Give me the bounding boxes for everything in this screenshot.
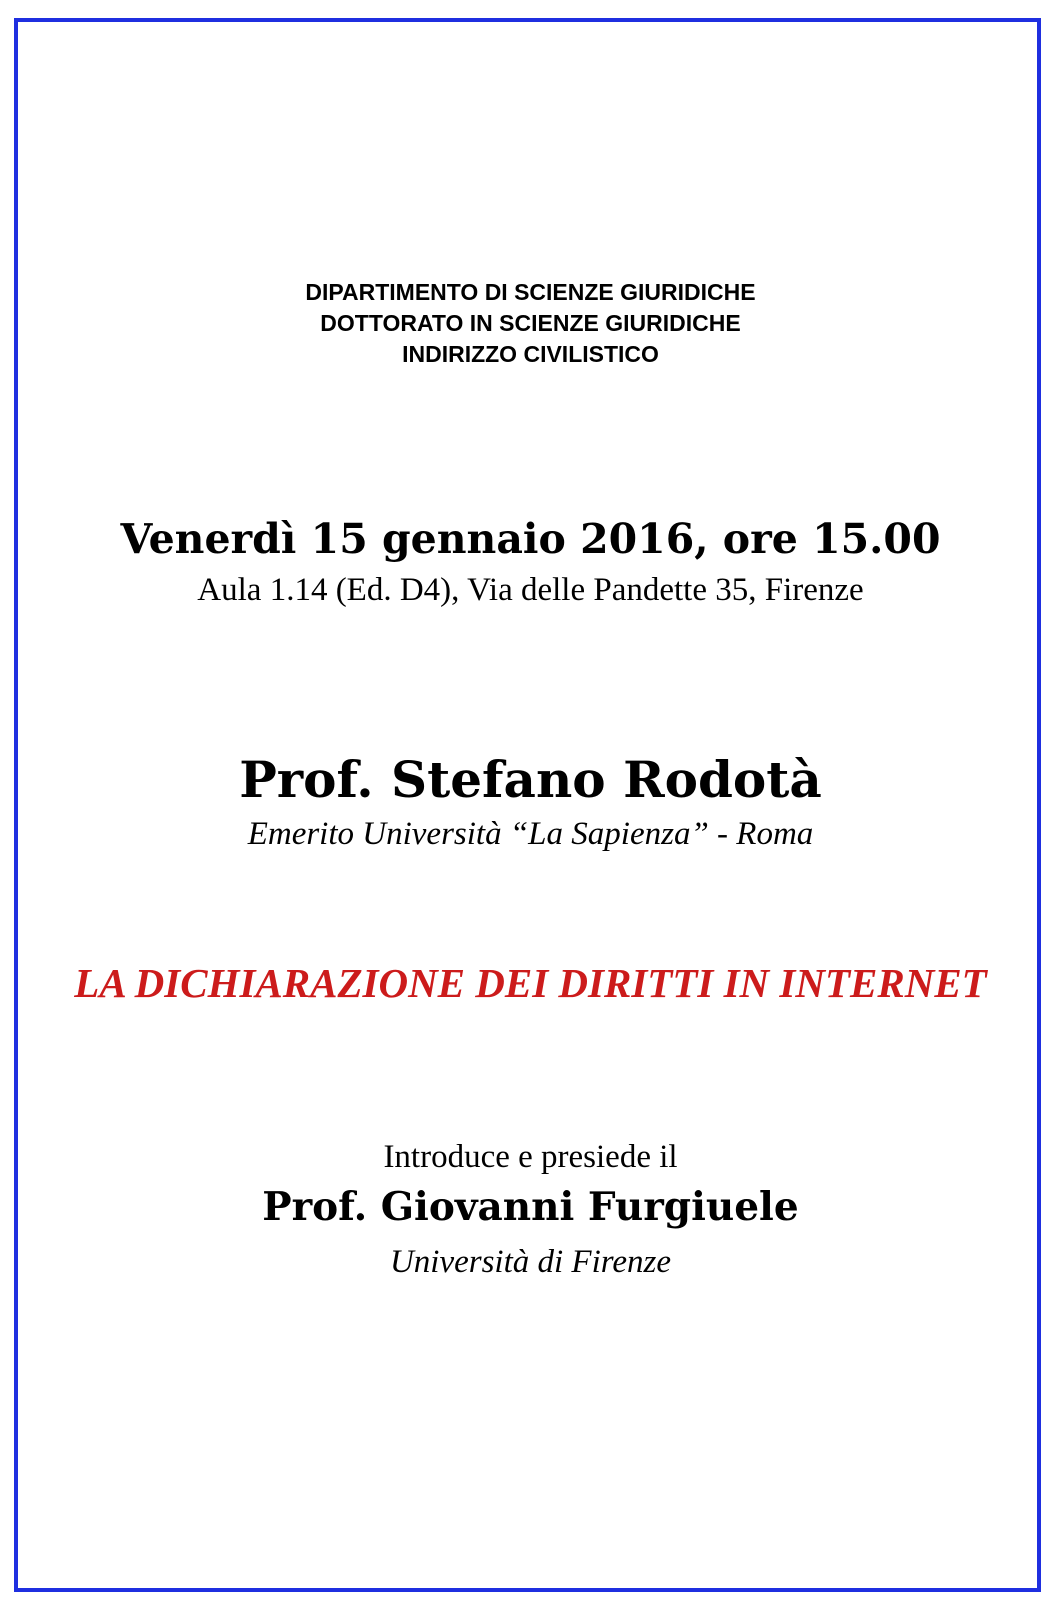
event-venue: Aula 1.14 (Ed. D4), Via delle Pandette 35, Firenze	[197, 572, 864, 608]
talk-title: LA DICHIARAZIONE DEI DIRITTI IN INTERNET	[74, 960, 987, 1006]
speaker-name: Prof. Stefano Rodotà	[239, 750, 822, 809]
chair-affiliation: Università di Firenze	[389, 1244, 672, 1280]
doctorate-line: DOTTORATO IN SCIENZE GIURIDICHE	[320, 310, 741, 336]
curriculum-line: INDIRIZZO CIVILISTICO	[402, 341, 659, 367]
speaker-affiliation: Emerito Università “La Sapienza” - Roma	[247, 816, 814, 852]
event-date-time: Venerdì 15 gennaio 2016, ore 15.00	[120, 515, 941, 563]
department-line: DIPARTIMENTO DI SCIENZE GIURIDICHE	[305, 279, 756, 305]
chair-intro: Introduce e presiede il	[383, 1139, 678, 1175]
chair-name: Prof. Giovanni Furgiuele	[262, 1184, 799, 1230]
